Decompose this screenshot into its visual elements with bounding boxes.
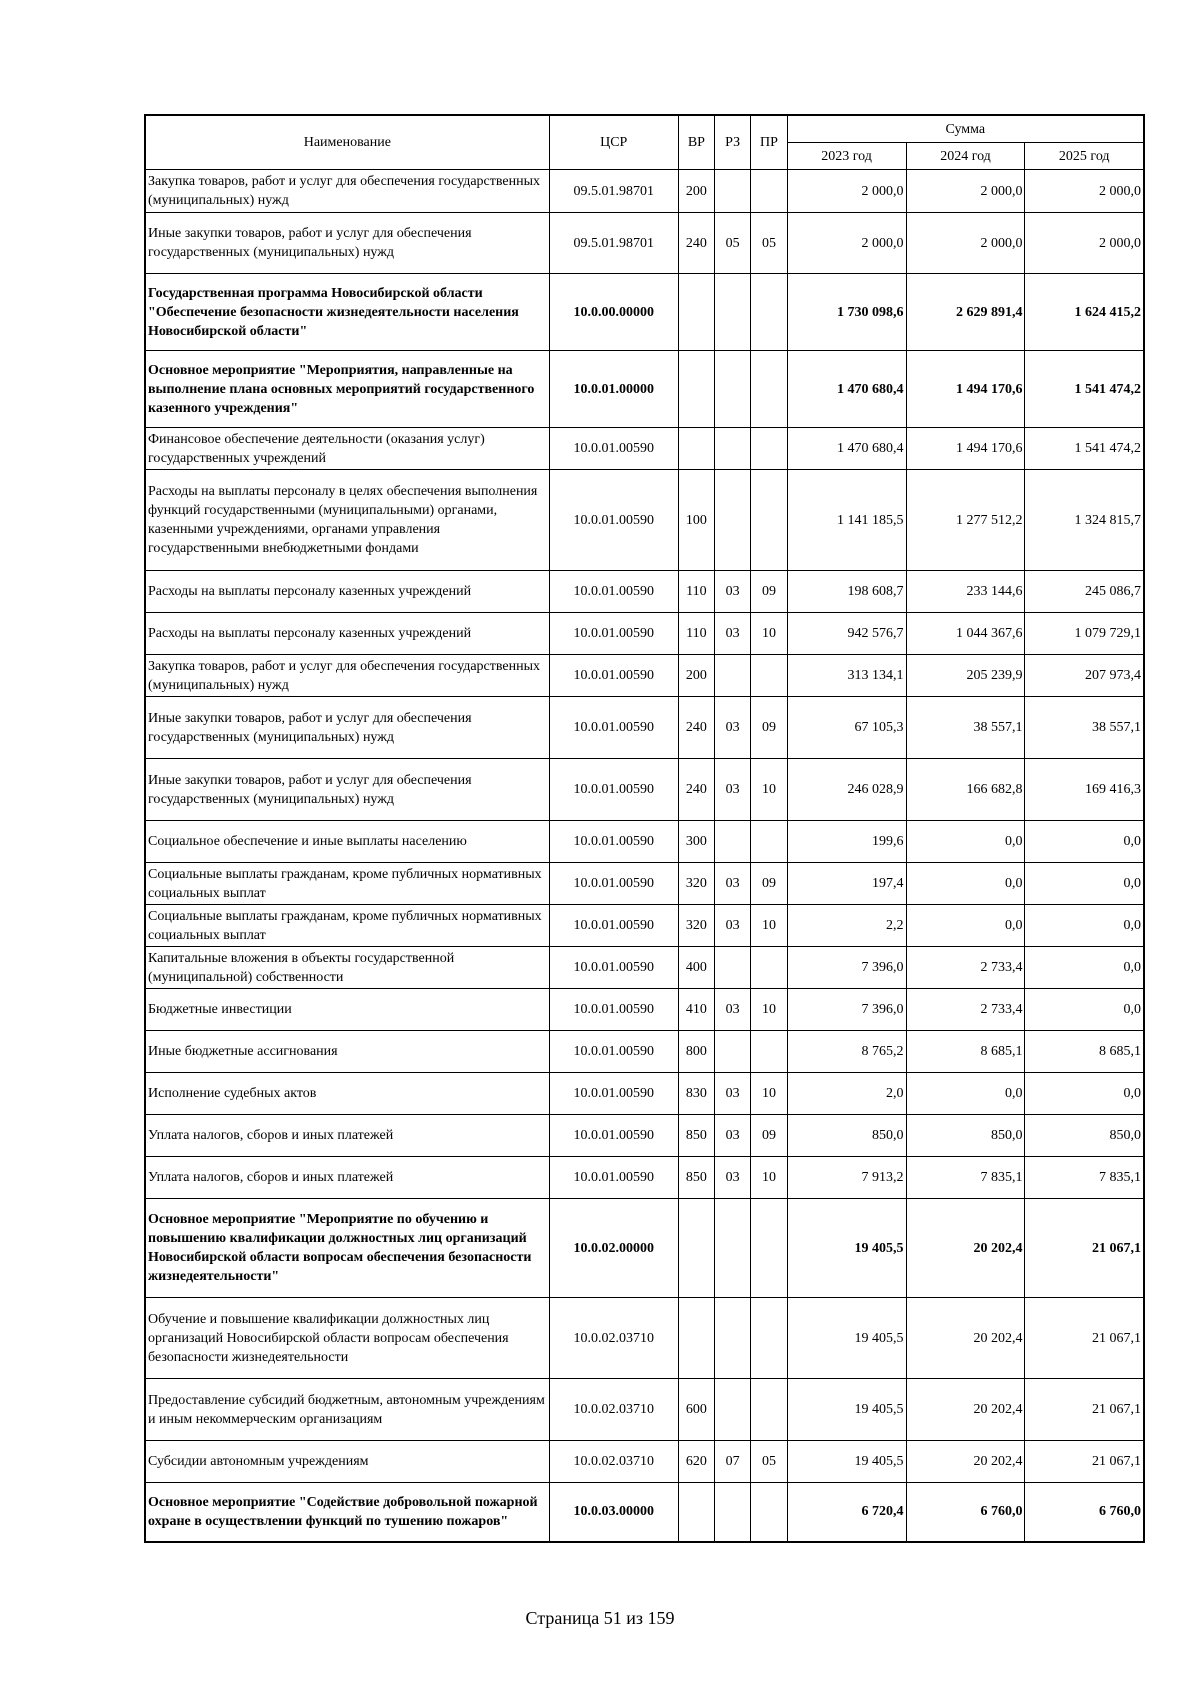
header-sum: Сумма: [787, 115, 1144, 143]
row-pr: [751, 170, 787, 213]
row-vr: 320: [678, 905, 714, 947]
row-csr: 10.0.01.00590: [549, 863, 678, 905]
row-2023: 197,4: [787, 863, 906, 905]
row-pr: [751, 1483, 787, 1542]
row-2023: 199,6: [787, 821, 906, 863]
row-vr: 320: [678, 863, 714, 905]
row-csr: 10.0.01.00590: [549, 905, 678, 947]
row-pr: 10: [751, 1073, 787, 1115]
row-2025: 21 067,1: [1025, 1441, 1144, 1483]
row-name: Иные закупки товаров, работ и услуг для обеспечения государственных (муниципальных) нужд: [145, 213, 549, 274]
row-name: Социальные выплаты гражданам, кроме публичных нормативных социальных выплат: [145, 905, 549, 947]
row-2025: 1 541 474,2: [1025, 428, 1144, 470]
row-csr: 10.0.02.00000: [549, 1199, 678, 1298]
row-vr: 240: [678, 697, 714, 759]
row-2023: 1 141 185,5: [787, 470, 906, 571]
row-rz: 03: [715, 613, 751, 655]
row-2023: 6 720,4: [787, 1483, 906, 1542]
row-csr: 10.0.01.00590: [549, 470, 678, 571]
header-vr: ВР: [678, 115, 714, 170]
row-csr: 10.0.02.03710: [549, 1441, 678, 1483]
row-2025: 21 067,1: [1025, 1298, 1144, 1379]
row-csr: 10.0.01.00590: [549, 613, 678, 655]
row-vr: 800: [678, 1031, 714, 1073]
row-name: Основное мероприятие "Мероприятия, направленные на выполнение плана основных мероприятий государственного казенного учреждения": [145, 351, 549, 428]
row-pr: [751, 655, 787, 697]
row-csr: 10.0.01.00590: [549, 1073, 678, 1115]
row-rz: [715, 470, 751, 571]
row-rz: [715, 947, 751, 989]
row-csr: 10.0.01.00590: [549, 428, 678, 470]
row-name: Капитальные вложения в объекты государственной (муниципальной) собственности: [145, 947, 549, 989]
row-csr: 10.0.01.00590: [549, 1115, 678, 1157]
row-2023: 313 134,1: [787, 655, 906, 697]
row-csr: 10.0.01.00000: [549, 351, 678, 428]
row-2023: 2 000,0: [787, 170, 906, 213]
row-2024: 2 000,0: [906, 170, 1025, 213]
row-csr: 10.0.01.00590: [549, 947, 678, 989]
row-2024: 2 629 891,4: [906, 274, 1025, 351]
table-row: [145, 821, 1144, 863]
row-2024: 0,0: [906, 821, 1025, 863]
row-vr: 410: [678, 989, 714, 1031]
row-2025: 2 000,0: [1025, 213, 1144, 274]
budget-table: [144, 114, 1145, 1543]
row-2023: 67 105,3: [787, 697, 906, 759]
row-name: Социальные выплаты гражданам, кроме публичных нормативных социальных выплат: [145, 863, 549, 905]
row-2025: 0,0: [1025, 821, 1144, 863]
row-name: Уплата налогов, сборов и иных платежей: [145, 1115, 549, 1157]
row-rz: [715, 1031, 751, 1073]
table-row: [145, 1157, 1144, 1199]
row-vr: 100: [678, 470, 714, 571]
table-row: [145, 274, 1144, 351]
row-2024: 20 202,4: [906, 1441, 1025, 1483]
table-row: [145, 947, 1144, 989]
row-2023: 8 765,2: [787, 1031, 906, 1073]
row-name: Иные закупки товаров, работ и услуг для обеспечения государственных (муниципальных) нужд: [145, 697, 549, 759]
header-csr: ЦСР: [549, 115, 678, 170]
row-vr: [678, 1483, 714, 1542]
row-vr: 600: [678, 1379, 714, 1441]
row-pr: 10: [751, 613, 787, 655]
table-row: [145, 1031, 1144, 1073]
row-pr: [751, 470, 787, 571]
row-2024: 2 733,4: [906, 947, 1025, 989]
row-rz: 03: [715, 863, 751, 905]
row-2023: 7 396,0: [787, 947, 906, 989]
row-csr: 10.0.01.00590: [549, 1031, 678, 1073]
row-rz: [715, 428, 751, 470]
row-rz: 03: [715, 1115, 751, 1157]
row-2024: 850,0: [906, 1115, 1025, 1157]
row-csr: 10.0.01.00590: [549, 571, 678, 613]
row-rz: [715, 1379, 751, 1441]
row-csr: 09.5.01.98701: [549, 213, 678, 274]
row-2025: 0,0: [1025, 863, 1144, 905]
table-row: [145, 613, 1144, 655]
row-2023: 198 608,7: [787, 571, 906, 613]
header-2024: 2024 год: [906, 143, 1025, 170]
row-name: Бюджетные инвестиции: [145, 989, 549, 1031]
row-2025: 245 086,7: [1025, 571, 1144, 613]
row-pr: 05: [751, 1441, 787, 1483]
row-csr: 09.5.01.98701: [549, 170, 678, 213]
row-pr: 10: [751, 1157, 787, 1199]
row-2025: 38 557,1: [1025, 697, 1144, 759]
row-vr: 620: [678, 1441, 714, 1483]
row-vr: 830: [678, 1073, 714, 1115]
row-vr: [678, 351, 714, 428]
row-2025: 21 067,1: [1025, 1379, 1144, 1441]
row-2024: 0,0: [906, 905, 1025, 947]
row-pr: 10: [751, 989, 787, 1031]
row-vr: 110: [678, 571, 714, 613]
row-2025: 6 760,0: [1025, 1483, 1144, 1542]
row-csr: 10.0.01.00590: [549, 821, 678, 863]
row-rz: 07: [715, 1441, 751, 1483]
row-name: Уплата налогов, сборов и иных платежей: [145, 1157, 549, 1199]
row-name: Основное мероприятие "Мероприятие по обучению и повышению квалификации должностных лиц организаций Новосибирской области вопросам обеспечения безопасности жизнедеятельности": [145, 1199, 549, 1298]
row-csr: 10.0.02.03710: [549, 1298, 678, 1379]
row-pr: [751, 1298, 787, 1379]
row-name: Субсидии автономным учреждениям: [145, 1441, 549, 1483]
row-2024: 20 202,4: [906, 1379, 1025, 1441]
row-2023: 7 396,0: [787, 989, 906, 1031]
table-row: [145, 1298, 1144, 1379]
row-2025: 2 000,0: [1025, 170, 1144, 213]
row-2024: 233 144,6: [906, 571, 1025, 613]
row-pr: [751, 351, 787, 428]
row-2023: 2 000,0: [787, 213, 906, 274]
row-vr: 240: [678, 213, 714, 274]
row-2024: 1 494 170,6: [906, 428, 1025, 470]
row-vr: 240: [678, 759, 714, 821]
row-2023: 2,0: [787, 1073, 906, 1115]
table-row: [145, 470, 1144, 571]
row-name: Иные закупки товаров, работ и услуг для обеспечения государственных (муниципальных) нужд: [145, 759, 549, 821]
row-2025: 0,0: [1025, 947, 1144, 989]
row-2023: 1 470 680,4: [787, 351, 906, 428]
row-vr: 850: [678, 1115, 714, 1157]
row-pr: [751, 1199, 787, 1298]
row-rz: [715, 274, 751, 351]
row-2024: 20 202,4: [906, 1298, 1025, 1379]
row-vr: 200: [678, 170, 714, 213]
row-name: Социальное обеспечение и иные выплаты населению: [145, 821, 549, 863]
row-rz: [715, 655, 751, 697]
table-row: [145, 428, 1144, 470]
row-2023: 19 405,5: [787, 1298, 906, 1379]
row-2023: 942 576,7: [787, 613, 906, 655]
header-pr: ПР: [751, 115, 787, 170]
table-row: [145, 1199, 1144, 1298]
table-row: [145, 1441, 1144, 1483]
row-name: Государственная программа Новосибирской области "Обеспечение безопасности жизнедеятельности населения Новосибирской области": [145, 274, 549, 351]
row-rz: 03: [715, 571, 751, 613]
row-rz: 03: [715, 697, 751, 759]
table-row: [145, 1073, 1144, 1115]
row-2024: 7 835,1: [906, 1157, 1025, 1199]
row-rz: 03: [715, 989, 751, 1031]
row-csr: 10.0.02.03710: [549, 1379, 678, 1441]
row-2025: 1 624 415,2: [1025, 274, 1144, 351]
row-csr: 10.0.01.00590: [549, 1157, 678, 1199]
row-2023: 1 470 680,4: [787, 428, 906, 470]
row-rz: 03: [715, 905, 751, 947]
row-pr: 09: [751, 571, 787, 613]
row-csr: 10.0.01.00590: [549, 655, 678, 697]
row-csr: 10.0.00.00000: [549, 274, 678, 351]
row-2024: 205 239,9: [906, 655, 1025, 697]
table-row: [145, 170, 1144, 213]
row-rz: [715, 1298, 751, 1379]
row-2025: 850,0: [1025, 1115, 1144, 1157]
row-2023: 2,2: [787, 905, 906, 947]
row-2025: 0,0: [1025, 989, 1144, 1031]
row-vr: 200: [678, 655, 714, 697]
row-pr: [751, 274, 787, 351]
row-2024: 6 760,0: [906, 1483, 1025, 1542]
page-number: Страница 51 из 159: [525, 1608, 675, 1628]
row-name: Финансовое обеспечение деятельности (оказания услуг) государственных учреждений: [145, 428, 549, 470]
row-2025: 169 416,3: [1025, 759, 1144, 821]
header-2025: 2025 год: [1025, 143, 1144, 170]
header-name: Наименование: [145, 115, 549, 170]
table-row: [145, 571, 1144, 613]
row-rz: 03: [715, 1157, 751, 1199]
table-row: [145, 697, 1144, 759]
header-rz: РЗ: [715, 115, 751, 170]
row-pr: 09: [751, 863, 787, 905]
row-2024: 2 000,0: [906, 213, 1025, 274]
table-row: [145, 863, 1144, 905]
row-name: Расходы на выплаты персоналу казенных учреждений: [145, 613, 549, 655]
table-row: [145, 213, 1144, 274]
row-2025: 0,0: [1025, 905, 1144, 947]
row-name: Обучение и повышение квалификации должностных лиц организаций Новосибирской области вопросам обеспечения безопасности жизнедеятельности: [145, 1298, 549, 1379]
table-row: [145, 759, 1144, 821]
row-2024: 2 733,4: [906, 989, 1025, 1031]
row-vr: 300: [678, 821, 714, 863]
row-2024: 1 044 367,6: [906, 613, 1025, 655]
row-2025: 8 685,1: [1025, 1031, 1144, 1073]
row-pr: 09: [751, 697, 787, 759]
row-pr: [751, 1379, 787, 1441]
row-2025: 1 079 729,1: [1025, 613, 1144, 655]
row-rz: [715, 170, 751, 213]
row-name: Основное мероприятие "Содействие добровольной пожарной охране в осуществлении функций по тушению пожаров": [145, 1483, 549, 1542]
row-name: Закупка товаров, работ и услуг для обеспечения государственных (муниципальных) нужд: [145, 655, 549, 697]
table-row: [145, 1115, 1144, 1157]
row-name: Исполнение судебных актов: [145, 1073, 549, 1115]
row-2024: 38 557,1: [906, 697, 1025, 759]
row-rz: [715, 1199, 751, 1298]
row-name: Расходы на выплаты персоналу в целях обеспечения выполнения функций государственными (муниципальными) органами, казенными учреждениями, органами управления государственными внебюджетными фондами: [145, 470, 549, 571]
row-pr: [751, 947, 787, 989]
row-2023: 850,0: [787, 1115, 906, 1157]
row-rz: [715, 1483, 751, 1542]
row-2023: 19 405,5: [787, 1199, 906, 1298]
row-pr: [751, 428, 787, 470]
row-csr: 10.0.03.00000: [549, 1483, 678, 1542]
row-name: Предоставление субсидий бюджетным, автономным учреждениям и иным некоммерческим организациям: [145, 1379, 549, 1441]
row-2025: 7 835,1: [1025, 1157, 1144, 1199]
table-row: [145, 1483, 1144, 1542]
row-vr: 850: [678, 1157, 714, 1199]
row-rz: [715, 821, 751, 863]
row-name: Иные бюджетные ассигнования: [145, 1031, 549, 1073]
row-csr: 10.0.01.00590: [549, 759, 678, 821]
row-2023: 1 730 098,6: [787, 274, 906, 351]
row-pr: 05: [751, 213, 787, 274]
table-row: [145, 905, 1144, 947]
row-name: Расходы на выплаты персоналу казенных учреждений: [145, 571, 549, 613]
row-2024: 0,0: [906, 863, 1025, 905]
table-row: [145, 351, 1144, 428]
row-2024: 20 202,4: [906, 1199, 1025, 1298]
row-rz: 03: [715, 1073, 751, 1115]
row-2023: 246 028,9: [787, 759, 906, 821]
row-pr: 09: [751, 1115, 787, 1157]
row-pr: [751, 821, 787, 863]
row-2025: 207 973,4: [1025, 655, 1144, 697]
table-row: [145, 655, 1144, 697]
header-2023: 2023 год: [787, 143, 906, 170]
row-2025: 0,0: [1025, 1073, 1144, 1115]
row-vr: 400: [678, 947, 714, 989]
row-name: Закупка товаров, работ и услуг для обеспечения государственных (муниципальных) нужд: [145, 170, 549, 213]
row-2025: 1 541 474,2: [1025, 351, 1144, 428]
row-vr: [678, 1199, 714, 1298]
row-vr: [678, 428, 714, 470]
row-vr: 110: [678, 613, 714, 655]
row-vr: [678, 274, 714, 351]
row-csr: 10.0.01.00590: [549, 697, 678, 759]
row-2024: 8 685,1: [906, 1031, 1025, 1073]
row-rz: 05: [715, 213, 751, 274]
row-2023: 19 405,5: [787, 1379, 906, 1441]
row-pr: [751, 1031, 787, 1073]
row-2025: 1 324 815,7: [1025, 470, 1144, 571]
row-2023: 7 913,2: [787, 1157, 906, 1199]
row-2024: 1 494 170,6: [906, 351, 1025, 428]
row-2024: 166 682,8: [906, 759, 1025, 821]
row-2023: 19 405,5: [787, 1441, 906, 1483]
table-row: [145, 989, 1144, 1031]
row-csr: 10.0.01.00590: [549, 989, 678, 1031]
table-row: [145, 1379, 1144, 1441]
row-2024: 0,0: [906, 1073, 1025, 1115]
row-2025: 21 067,1: [1025, 1199, 1144, 1298]
row-pr: 10: [751, 905, 787, 947]
row-pr: 10: [751, 759, 787, 821]
row-rz: 03: [715, 759, 751, 821]
row-rz: [715, 351, 751, 428]
row-vr: [678, 1298, 714, 1379]
row-2024: 1 277 512,2: [906, 470, 1025, 571]
